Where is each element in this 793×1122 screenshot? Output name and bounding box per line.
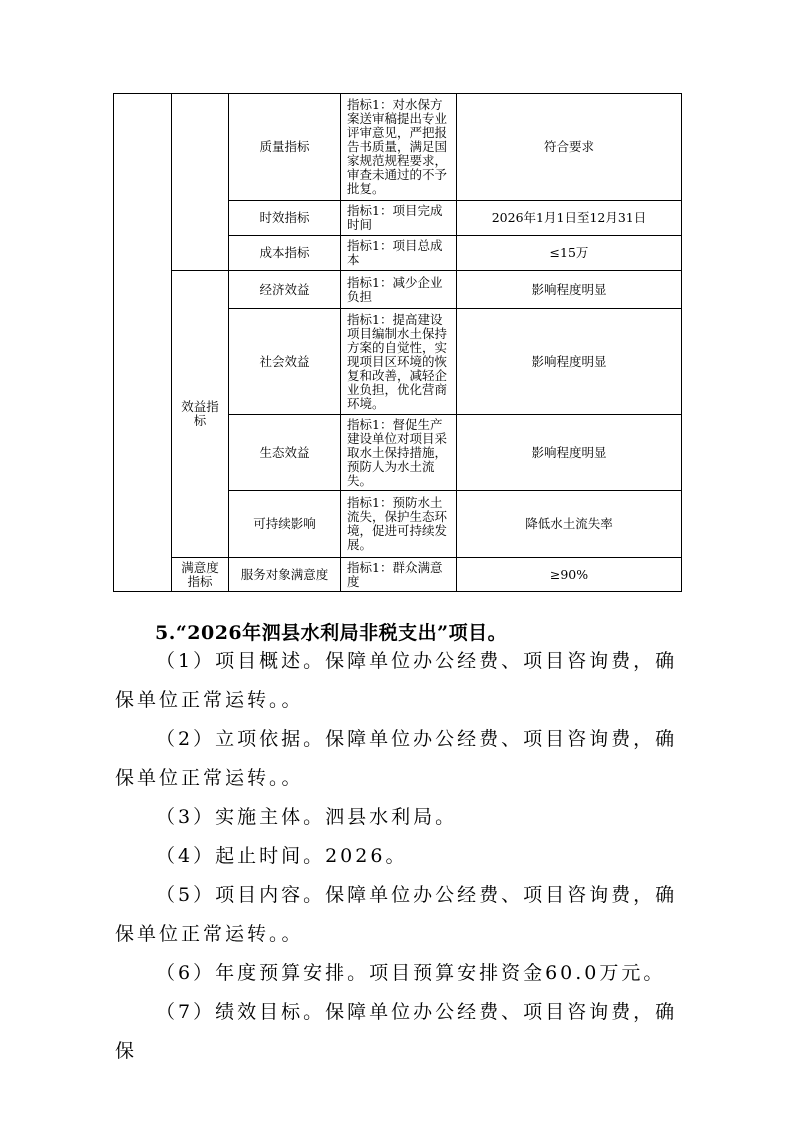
indicator-cell: 指标1：预防水土流失，保护生态环境，促进可持续发展。 xyxy=(341,491,457,558)
value-cell: 影响程度明显 xyxy=(457,415,682,491)
indicator-cell: 指标1：项目总成本 xyxy=(341,236,457,271)
indicator-cell: 指标1：群众满意度 xyxy=(341,558,457,592)
indicator-cell: 指标1：减少企业负担 xyxy=(341,271,457,309)
value-cell: ≤15万 xyxy=(457,236,682,271)
indicator-cell: 指标1：项目完成时间 xyxy=(341,201,457,236)
value-cell: 影响程度明显 xyxy=(457,271,682,309)
table-row xyxy=(114,94,682,201)
row-label: 服务对象满意度 xyxy=(229,558,341,592)
value-cell: 2026年1月1日至12月31日 xyxy=(457,201,682,236)
paragraph: （3）实施主体。泗县水利局。 xyxy=(156,806,458,828)
value-cell: 影响程度明显 xyxy=(457,309,682,415)
value-cell: ≥90% xyxy=(457,558,682,592)
satisfaction-group-label: 满意度指标 xyxy=(172,558,229,592)
row-label: 时效指标 xyxy=(229,201,341,236)
row-label: 社会效益 xyxy=(229,309,341,415)
row-label: 可持续影响 xyxy=(229,491,341,558)
row-label: 质量指标 xyxy=(229,94,341,201)
blank-cell xyxy=(172,94,229,271)
paragraph: （4）起止时间。2026。 xyxy=(156,845,408,867)
table-row xyxy=(114,558,682,592)
indicator-cell: 指标1：督促生产建设单位对项目采取水土保持措施，预防人为水土流失。 xyxy=(341,415,457,491)
indicator-cell: 指标1：提高建设项目编制水土保持方案的自觉性，实现项目区环境的恢复和改善，减轻企业负担，优化营商环境。 xyxy=(341,309,457,415)
row-label: 生态效益 xyxy=(229,415,341,491)
paragraph: （2）立项依据。保障单位办公经费、项目咨询费，确保单位正常运转。。 xyxy=(115,728,678,789)
section-body xyxy=(115,642,685,1071)
performance-table xyxy=(113,93,682,592)
value-cell: 降低水土流失率 xyxy=(457,491,682,558)
paragraph: （1）项目概述。保障单位办公经费、项目咨询费，确保单位正常运转。。 xyxy=(115,650,678,711)
value-cell: 符合要求 xyxy=(457,94,682,201)
benefit-group-label: 效益指标 xyxy=(172,271,229,558)
paragraph: （5）项目内容。保障单位办公经费、项目咨询费，确保单位正常运转。。 xyxy=(115,884,678,945)
row-label: 成本指标 xyxy=(229,236,341,271)
indicator-cell: 指标1：对水保方案送审稿提出专业评审意见，严把报告书质量，满足国家规范规程要求，审查未通过的不予批复。 xyxy=(341,94,457,201)
paragraph: （7）绩效目标。保障单位办公经费、项目咨询费，确保 xyxy=(115,1001,678,1062)
paragraph: （6）年度预算安排。项目预算安排资金60.0万元。 xyxy=(156,962,666,984)
section-heading: 5.“2026年泗县水利局非税支出”项目。 xyxy=(155,622,508,644)
table-row xyxy=(114,271,682,309)
blank-cell xyxy=(114,94,172,592)
row-label: 经济效益 xyxy=(229,271,341,309)
